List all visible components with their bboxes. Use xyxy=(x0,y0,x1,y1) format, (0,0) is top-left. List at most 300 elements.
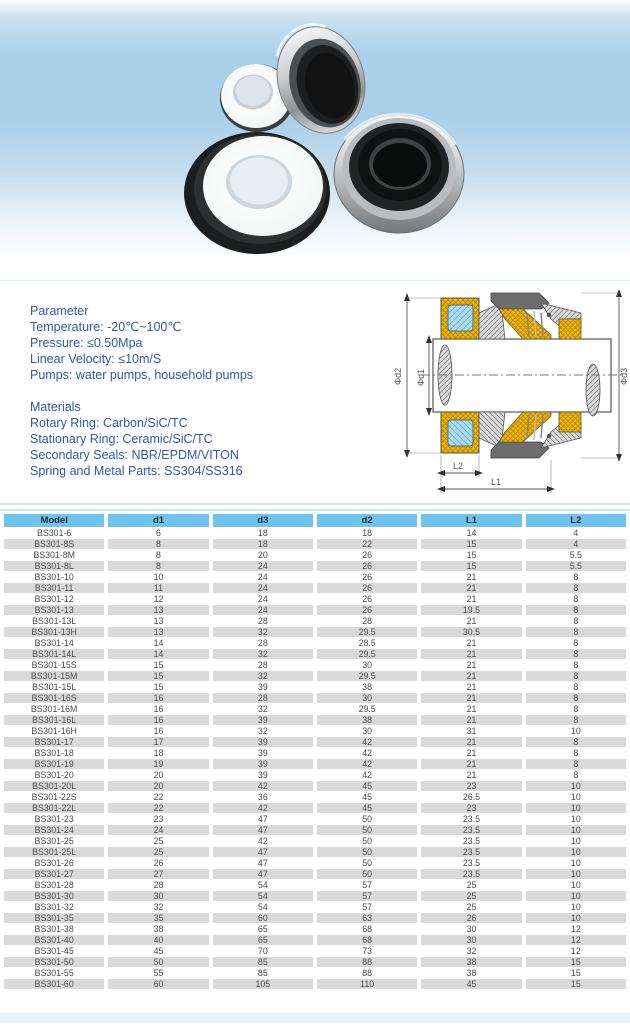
value-cell: 28 xyxy=(317,616,417,626)
value-cell: 70 xyxy=(213,946,313,956)
value-cell: 8 xyxy=(526,759,626,769)
model-cell: BS301-12 xyxy=(4,594,104,604)
model-cell: BS301-8L xyxy=(4,561,104,571)
materials-line: Rotary Ring: Carbon/SiC/TC xyxy=(30,416,188,430)
value-cell: 26 xyxy=(317,561,417,571)
value-cell: 8 xyxy=(526,671,626,681)
value-cell: 18 xyxy=(213,528,313,538)
value-cell: 8 xyxy=(108,550,208,560)
table-row xyxy=(4,715,626,725)
model-cell: BS301-16L xyxy=(4,715,104,725)
parameter-line: Linear Velocity: ≤10m/S xyxy=(30,352,162,366)
table-row xyxy=(4,572,626,582)
value-cell: 4 xyxy=(526,539,626,549)
table-row xyxy=(4,836,626,846)
value-cell: 26 xyxy=(317,572,417,582)
model-cell: BS301-18 xyxy=(4,748,104,758)
model-cell: BS301-10 xyxy=(4,572,104,582)
value-cell: 23.5 xyxy=(421,825,521,835)
value-cell: 22 xyxy=(108,803,208,813)
value-cell: 21 xyxy=(421,638,521,648)
table-row xyxy=(4,979,626,989)
value-cell: 25 xyxy=(108,836,208,846)
value-cell: 47 xyxy=(213,814,313,824)
model-cell: BS301-35 xyxy=(4,913,104,923)
value-cell: 25 xyxy=(421,902,521,912)
dimension-table-section xyxy=(0,513,630,1013)
rotary-ring-right xyxy=(334,115,464,233)
parameter-line: Pumps: water pumps, household pumps xyxy=(30,368,254,382)
value-cell: 60 xyxy=(108,979,208,989)
value-cell: 38 xyxy=(108,924,208,934)
value-cell: 39 xyxy=(213,748,313,758)
value-cell: 29.5 xyxy=(317,704,417,714)
value-cell: 10 xyxy=(526,825,626,835)
value-cell: 25 xyxy=(421,891,521,901)
value-cell: 10 xyxy=(526,858,626,868)
model-cell: BS301-14 xyxy=(4,638,104,648)
value-cell: 57 xyxy=(317,880,417,890)
table-row xyxy=(4,594,626,604)
model-cell: BS301-27 xyxy=(4,869,104,879)
value-cell: 42 xyxy=(317,759,417,769)
value-cell: 16 xyxy=(108,715,208,725)
value-cell: 13 xyxy=(108,605,208,615)
mechanical-seals-photo xyxy=(0,0,630,280)
table-row xyxy=(4,605,626,615)
value-cell: 4 xyxy=(526,528,626,538)
value-cell: 28 xyxy=(213,693,313,703)
value-cell: 21 xyxy=(421,759,521,769)
table-row xyxy=(4,770,626,780)
value-cell: 22 xyxy=(317,539,417,549)
value-cell: 42 xyxy=(213,781,313,791)
value-cell: 21 xyxy=(421,737,521,747)
materials-line: Secondary Seals: NBR/EPDM/VITON xyxy=(30,448,239,462)
table-row xyxy=(4,880,626,890)
column-header: L2 xyxy=(526,514,626,527)
value-cell: 15 xyxy=(108,660,208,670)
value-cell: 8 xyxy=(526,704,626,714)
value-cell: 47 xyxy=(213,847,313,857)
value-cell: 50 xyxy=(317,858,417,868)
value-cell: 32 xyxy=(213,726,313,736)
value-cell: 28 xyxy=(213,638,313,648)
value-cell: 32 xyxy=(213,627,313,637)
value-cell: 26.5 xyxy=(421,792,521,802)
value-cell: 13 xyxy=(108,627,208,637)
value-cell: 15 xyxy=(108,682,208,692)
value-cell: 5.5 xyxy=(526,550,626,560)
value-cell: 57 xyxy=(317,891,417,901)
model-cell: BS301-40 xyxy=(4,935,104,945)
value-cell: 8 xyxy=(526,737,626,747)
value-cell: 10 xyxy=(526,913,626,923)
value-cell: 18 xyxy=(108,748,208,758)
value-cell: 26 xyxy=(317,594,417,604)
value-cell: 24 xyxy=(213,594,313,604)
value-cell: 29.5 xyxy=(317,627,417,637)
value-cell: 21 xyxy=(421,660,521,670)
value-cell: 30 xyxy=(421,935,521,945)
table-row xyxy=(4,968,626,978)
value-cell: 23.5 xyxy=(421,858,521,868)
value-cell: 32 xyxy=(213,671,313,681)
value-cell: 15 xyxy=(421,539,521,549)
value-cell: 30 xyxy=(317,726,417,736)
value-cell: 8 xyxy=(526,627,626,637)
value-cell: 23.5 xyxy=(421,836,521,846)
value-cell: 19.5 xyxy=(421,605,521,615)
table-row xyxy=(4,924,626,934)
table-row xyxy=(4,957,626,967)
model-cell: BS301-24 xyxy=(4,825,104,835)
value-cell: 10 xyxy=(526,836,626,846)
value-cell: 54 xyxy=(213,891,313,901)
value-cell: 88 xyxy=(317,968,417,978)
value-cell: 24 xyxy=(213,583,313,593)
model-cell: BS301-32 xyxy=(4,902,104,912)
seat-ring-large xyxy=(184,132,330,254)
page-bottom-strip xyxy=(0,1013,630,1023)
seal-cross-section-drawing xyxy=(393,285,628,499)
value-cell: 29.5 xyxy=(317,671,417,681)
value-cell: 30 xyxy=(108,891,208,901)
value-cell: 24 xyxy=(213,605,313,615)
parameter-title: Parameter xyxy=(30,304,89,318)
value-cell: 14 xyxy=(108,649,208,659)
value-cell: 8 xyxy=(526,605,626,615)
value-cell: 22 xyxy=(108,792,208,802)
value-cell: 8 xyxy=(526,715,626,725)
value-cell: 32 xyxy=(213,704,313,714)
model-cell: BS301-16S xyxy=(4,693,104,703)
value-cell: 20 xyxy=(108,770,208,780)
value-cell: 50 xyxy=(317,825,417,835)
value-cell: 63 xyxy=(317,913,417,923)
value-cell: 11 xyxy=(108,583,208,593)
table-row xyxy=(4,935,626,945)
model-cell: BS301-14L xyxy=(4,649,104,659)
value-cell: 110 xyxy=(317,979,417,989)
model-cell: BS301-16H xyxy=(4,726,104,736)
model-cell: BS301-25L xyxy=(4,847,104,857)
table-row xyxy=(4,693,626,703)
value-cell: 85 xyxy=(213,957,313,967)
value-cell: 31 xyxy=(421,726,521,736)
value-cell: 35 xyxy=(108,913,208,923)
model-cell: BS301-60 xyxy=(4,979,104,989)
value-cell: 26 xyxy=(317,550,417,560)
column-header: d3 xyxy=(213,514,313,527)
value-cell: 19 xyxy=(108,759,208,769)
table-row xyxy=(4,814,626,824)
value-cell: 8 xyxy=(108,561,208,571)
model-cell: BS301-50 xyxy=(4,957,104,967)
value-cell: 65 xyxy=(213,935,313,945)
value-cell: 54 xyxy=(213,902,313,912)
value-cell: 40 xyxy=(108,935,208,945)
value-cell: 26 xyxy=(317,605,417,615)
value-cell: 21 xyxy=(421,583,521,593)
table-row xyxy=(4,869,626,879)
value-cell: 10 xyxy=(526,869,626,879)
value-cell: 12 xyxy=(108,594,208,604)
value-cell: 23 xyxy=(421,803,521,813)
value-cell: 28.5 xyxy=(317,638,417,648)
value-cell: 13 xyxy=(108,616,208,626)
value-cell: 30 xyxy=(317,693,417,703)
model-cell: BS301-20L xyxy=(4,781,104,791)
table-row xyxy=(4,583,626,593)
value-cell: 21 xyxy=(421,616,521,626)
value-cell: 12 xyxy=(526,946,626,956)
table-row xyxy=(4,638,626,648)
value-cell: 50 xyxy=(317,836,417,846)
table-row xyxy=(4,550,626,560)
value-cell: 39 xyxy=(213,770,313,780)
table-row xyxy=(4,649,626,659)
table-row xyxy=(4,726,626,736)
value-cell: 10 xyxy=(526,814,626,824)
value-cell: 8 xyxy=(526,616,626,626)
value-cell: 16 xyxy=(108,726,208,736)
table-row xyxy=(4,627,626,637)
column-header: L1 xyxy=(421,514,521,527)
value-cell: 8 xyxy=(526,572,626,582)
value-cell: 8 xyxy=(526,682,626,692)
value-cell: 10 xyxy=(526,891,626,901)
value-cell: 47 xyxy=(213,858,313,868)
parameter-line: Pressure: ≤0.50Mpa xyxy=(30,336,143,350)
value-cell: 10 xyxy=(526,781,626,791)
table-row xyxy=(4,759,626,769)
column-header: d2 xyxy=(317,514,417,527)
value-cell: 32 xyxy=(108,902,208,912)
model-cell: BS301-13L xyxy=(4,616,104,626)
value-cell: 10 xyxy=(526,902,626,912)
value-cell: 26 xyxy=(317,583,417,593)
value-cell: 15 xyxy=(526,957,626,967)
model-cell: BS301-8S xyxy=(4,539,104,549)
cross-section-diagram xyxy=(393,285,628,499)
parameter-block xyxy=(30,303,253,383)
value-cell: 28 xyxy=(213,616,313,626)
value-cell: 15 xyxy=(421,561,521,571)
value-cell: 8 xyxy=(526,649,626,659)
value-cell: 27 xyxy=(108,869,208,879)
materials-title: Materials xyxy=(30,400,81,414)
value-cell: 32 xyxy=(421,946,521,956)
value-cell: 42 xyxy=(317,770,417,780)
materials-block xyxy=(30,399,253,479)
specs-section xyxy=(0,281,630,503)
value-cell: 47 xyxy=(213,869,313,879)
model-cell: BS301-30 xyxy=(4,891,104,901)
table-row xyxy=(4,737,626,747)
model-cell: BS301-38 xyxy=(4,924,104,934)
value-cell: 20 xyxy=(213,550,313,560)
dimension-table xyxy=(0,513,630,990)
model-cell: BS301-45 xyxy=(4,946,104,956)
value-cell: 15 xyxy=(421,550,521,560)
table-row xyxy=(4,825,626,835)
product-photo-section xyxy=(0,0,630,281)
model-cell: BS301-13 xyxy=(4,605,104,615)
model-cell: BS301-13H xyxy=(4,627,104,637)
value-cell: 23.5 xyxy=(421,847,521,857)
column-header: Model xyxy=(4,514,104,527)
model-cell: BS301-17 xyxy=(4,737,104,747)
value-cell: 10 xyxy=(526,847,626,857)
table-row xyxy=(4,946,626,956)
value-cell: 68 xyxy=(317,935,417,945)
value-cell: 38 xyxy=(317,715,417,725)
value-cell: 88 xyxy=(317,957,417,967)
value-cell: 12 xyxy=(526,924,626,934)
value-cell: 36 xyxy=(213,792,313,802)
value-cell: 14 xyxy=(421,528,521,538)
value-cell: 18 xyxy=(317,528,417,538)
value-cell: 39 xyxy=(213,759,313,769)
table-row xyxy=(4,528,626,538)
value-cell: 17 xyxy=(108,737,208,747)
dim-label-l1: L1 xyxy=(491,477,502,487)
value-cell: 16 xyxy=(108,693,208,703)
table-row xyxy=(4,660,626,670)
value-cell: 55 xyxy=(108,968,208,978)
value-cell: 10 xyxy=(526,880,626,890)
value-cell: 54 xyxy=(213,880,313,890)
value-cell: 47 xyxy=(213,825,313,835)
table-row xyxy=(4,902,626,912)
value-cell: 24 xyxy=(108,825,208,835)
value-cell: 21 xyxy=(421,715,521,725)
value-cell: 8 xyxy=(526,594,626,604)
value-cell: 10 xyxy=(526,792,626,802)
value-cell: 23.5 xyxy=(421,869,521,879)
value-cell: 18 xyxy=(213,539,313,549)
model-cell: BS301-22L xyxy=(4,803,104,813)
value-cell: 28 xyxy=(213,660,313,670)
table-row xyxy=(4,781,626,791)
value-cell: 21 xyxy=(421,770,521,780)
table-row xyxy=(4,847,626,857)
value-cell: 39 xyxy=(213,682,313,692)
value-cell: 29.5 xyxy=(317,649,417,659)
value-cell: 45 xyxy=(317,803,417,813)
value-cell: 15 xyxy=(526,968,626,978)
table-row xyxy=(4,704,626,714)
value-cell: 21 xyxy=(421,572,521,582)
table-row xyxy=(4,539,626,549)
parameter-line: Temperature: -20℃~100℃ xyxy=(30,320,182,334)
model-cell: BS301-11 xyxy=(4,583,104,593)
value-cell: 42 xyxy=(317,737,417,747)
value-cell: 45 xyxy=(317,792,417,802)
model-cell: BS301-25 xyxy=(4,836,104,846)
dim-label-d1: Φd1 xyxy=(416,368,426,386)
value-cell: 57 xyxy=(317,902,417,912)
model-cell: BS301-20 xyxy=(4,770,104,780)
value-cell: 39 xyxy=(213,737,313,747)
table-row xyxy=(4,913,626,923)
table-row xyxy=(4,858,626,868)
table-row xyxy=(4,792,626,802)
value-cell: 23.5 xyxy=(421,814,521,824)
model-cell: BS301-22S xyxy=(4,792,104,802)
model-cell: BS301-28 xyxy=(4,880,104,890)
table-row xyxy=(4,891,626,901)
value-cell: 21 xyxy=(421,594,521,604)
value-cell: 8 xyxy=(108,539,208,549)
table-row xyxy=(4,616,626,626)
value-cell: 6 xyxy=(108,528,208,538)
value-cell: 21 xyxy=(421,682,521,692)
value-cell: 42 xyxy=(317,748,417,758)
value-cell: 21 xyxy=(421,693,521,703)
value-cell: 45 xyxy=(317,781,417,791)
table-row xyxy=(4,561,626,571)
value-cell: 8 xyxy=(526,770,626,780)
value-cell: 8 xyxy=(526,693,626,703)
value-cell: 23 xyxy=(108,814,208,824)
value-cell: 38 xyxy=(421,957,521,967)
model-cell: BS301-6 xyxy=(4,528,104,538)
value-cell: 32 xyxy=(213,649,313,659)
materials-line: Spring and Metal Parts: SS304/SS316 xyxy=(30,464,243,478)
value-cell: 68 xyxy=(317,924,417,934)
model-cell: BS301-15M xyxy=(4,671,104,681)
value-cell: 73 xyxy=(317,946,417,956)
value-cell: 14 xyxy=(108,638,208,648)
value-cell: 65 xyxy=(213,924,313,934)
value-cell: 42 xyxy=(213,803,313,813)
value-cell: 23 xyxy=(421,781,521,791)
value-cell: 50 xyxy=(317,869,417,879)
value-cell: 24 xyxy=(213,572,313,582)
value-cell: 45 xyxy=(421,979,521,989)
model-cell: BS301-55 xyxy=(4,968,104,978)
value-cell: 26 xyxy=(421,913,521,923)
value-cell: 21 xyxy=(421,704,521,714)
value-cell: 15 xyxy=(526,979,626,989)
value-cell: 10 xyxy=(526,803,626,813)
table-row xyxy=(4,803,626,813)
spec-text xyxy=(30,303,253,495)
value-cell: 21 xyxy=(421,748,521,758)
value-cell: 39 xyxy=(213,715,313,725)
model-cell: BS301-16M xyxy=(4,704,104,714)
value-cell: 8 xyxy=(526,638,626,648)
value-cell: 50 xyxy=(317,814,417,824)
model-cell: BS301-19 xyxy=(4,759,104,769)
value-cell: 25 xyxy=(421,880,521,890)
value-cell: 10 xyxy=(526,726,626,736)
table-row xyxy=(4,682,626,692)
value-cell: 38 xyxy=(317,682,417,692)
shaft-break-right xyxy=(586,364,600,416)
value-cell: 21 xyxy=(421,671,521,681)
value-cell: 42 xyxy=(213,836,313,846)
value-cell: 16 xyxy=(108,704,208,714)
dim-l2 xyxy=(437,455,483,477)
value-cell: 30.5 xyxy=(421,627,521,637)
table-header-row xyxy=(4,514,626,527)
column-header: d1 xyxy=(108,514,208,527)
dim-label-d2: Φd2 xyxy=(393,367,403,385)
section-divider xyxy=(0,503,630,513)
